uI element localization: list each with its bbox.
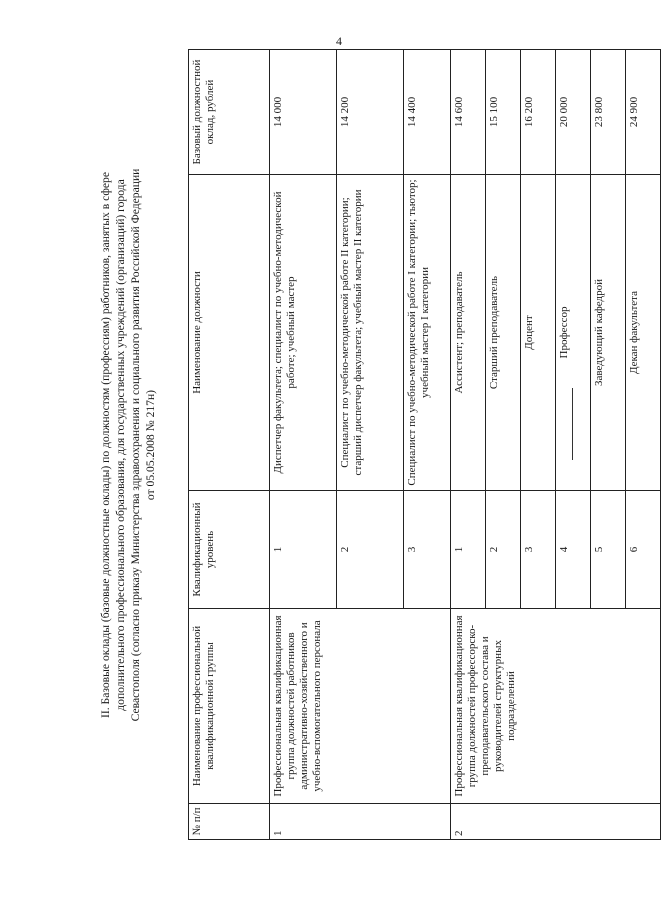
position-cell: Старший преподаватель — [486, 175, 521, 491]
group-number: 1 — [270, 804, 451, 840]
salary-cell: 14 200 — [337, 50, 404, 175]
position-cell: Специалист по учебно-методической работе I категории; тьютор; учебный мастер I категории — [404, 175, 451, 491]
level-cell: 2 — [337, 491, 404, 609]
salary-cell: 23 800 — [591, 50, 626, 175]
table-row — [451, 50, 486, 840]
level-cell: 1 — [270, 491, 337, 609]
level-cell: 4 — [556, 491, 591, 609]
group-name: Профессиональная квалификационная группа должностей профессорско-преподавательского состава и руководителей структурных подразделений — [451, 609, 661, 804]
page-number: 4 — [336, 34, 342, 48]
salary-cell: 14 000 — [270, 50, 337, 175]
section-heading — [98, 50, 174, 840]
end-of-section-rule — [572, 388, 573, 460]
group-number: 2 — [451, 804, 661, 840]
position-cell: Профессор — [556, 175, 591, 491]
salary-cell: 20 000 — [556, 50, 591, 175]
position-cell: Ассистент; преподаватель — [451, 175, 486, 491]
heading-line: II. Базовые оклады (базовые должностные оклады) по должностям (профессиям) работников, занятых в сфере — [99, 172, 112, 718]
position-cell: Специалист по учебно-методической работе II категории; старший диспетчер факультета; учебный мастер II категории — [337, 175, 404, 491]
header-salary: Базовый должностной оклад, рублей — [189, 50, 270, 175]
level-cell: 3 — [404, 491, 451, 609]
header-position: Наименование должности — [189, 175, 270, 491]
rotated-page-content — [98, 50, 640, 840]
header-group: Наименование профессиональной квалификационной группы — [189, 609, 270, 804]
header-level: Квалификационный уровень — [189, 491, 270, 609]
salary-cell: 14 600 — [451, 50, 486, 175]
salary-cell: 24 900 — [626, 50, 661, 175]
position-cell: Доцент — [521, 175, 556, 491]
salary-table — [188, 49, 661, 840]
level-cell: 1 — [451, 491, 486, 609]
salary-cell: 14 400 — [404, 50, 451, 175]
header-num: № п/п — [189, 804, 270, 840]
level-cell: 2 — [486, 491, 521, 609]
level-cell: 5 — [591, 491, 626, 609]
heading-line: Севастополя (согласно приказу Министерства здравоохранения и социального развития Российской Федерации — [129, 168, 142, 722]
group-name: Профессиональная квалификационная группа должностей работников административно-хозяйственного и учебно-вспомогательного персонала — [270, 609, 451, 804]
position-cell: Диспетчер факультета; специалист по учебно-методической работе; учебный мастер — [270, 175, 337, 491]
table-header-row — [189, 50, 270, 840]
table-row — [270, 50, 337, 840]
position-cell: Заведующий кафедрой — [591, 175, 626, 491]
salary-cell: 16 200 — [521, 50, 556, 175]
heading-line: от 05.05.2008 № 217н) — [144, 389, 157, 501]
position-cell: Декан факультета — [626, 175, 661, 491]
level-cell: 3 — [521, 491, 556, 609]
heading-line: дополнительного профессионального образования, для государственных учреждений (организаций) города — [114, 179, 127, 711]
salary-cell: 15 100 — [486, 50, 521, 175]
level-cell: 6 — [626, 491, 661, 609]
